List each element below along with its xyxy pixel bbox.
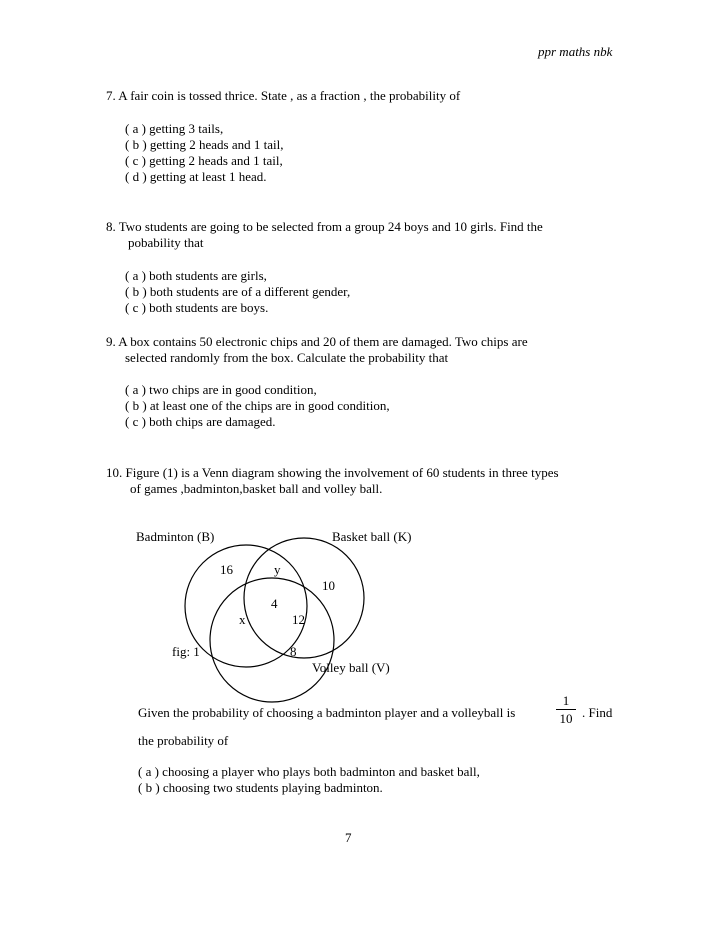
figure-label: fig: 1 [172,644,200,659]
page-number: 7 [345,830,352,845]
q10-probability-of: the probability of [138,733,229,748]
q7-part-c: ( c ) getting 2 heads and 1 tail, [125,153,283,168]
q9-part-c: ( c ) both chips are damaged. [125,414,276,429]
q9-stem-line1: 9. A box contains 50 electronic chips and 20 of them are damaged. Two chips are [106,334,528,349]
q7-part-b: ( b ) getting 2 heads and 1 tail, [125,137,284,152]
venn-value-bkv: 4 [271,596,278,611]
venn-value-v-only: 8 [290,644,297,659]
q10-given-text: Given the probability of choosing a badminton player and a volleyball is [138,705,516,720]
q10-find-text: . Find [582,705,613,720]
venn-label-badminton: Badminton (B) [136,529,215,544]
fraction-denominator: 10 [559,711,573,726]
q8-part-a: ( a ) both students are girls, [125,268,267,283]
venn-value-b-only: 16 [220,562,233,577]
fraction-bar [556,709,576,710]
fraction-numerator: 1 [562,693,570,708]
q9-part-a: ( a ) two chips are in good condition, [125,382,317,397]
q8-part-b: ( b ) both students are of a different gender, [125,284,351,299]
q8-part-c: ( c ) both students are boys. [125,300,269,315]
q10-stem-line1: 10. Figure (1) is a Venn diagram showing the involvement of 60 students in three types [106,465,559,480]
basketball-circle [244,538,364,658]
venn-value-bv: x [239,612,246,627]
q10-stem-line2: of games ,badminton,basket ball and volley ball. [130,481,383,496]
venn-label-volleyball: Volley ball (V) [312,660,390,675]
q8-stem-line2: pobability that [128,235,204,250]
q7-part-d: ( d ) getting at least 1 head. [125,169,267,184]
fraction-one-tenth [556,693,576,726]
venn-value-k-only: 10 [322,578,335,593]
q10-part-a: ( a ) choosing a player who plays both badminton and basket ball, [138,764,480,779]
q9-stem-line2: selected randomly from the box. Calculate the probability that [125,350,449,365]
page-header: ppr maths nbk [538,44,613,59]
venn-label-basketball: Basket ball (K) [332,529,412,544]
venn-value-kv: 12 [292,612,305,627]
q10-part-b: ( b ) choosing two students playing badminton. [138,780,383,795]
venn-value-bk: y [274,562,281,577]
q7-stem: 7. A fair coin is tossed thrice. State , as a fraction , the probability of [106,88,461,103]
q9-part-b: ( b ) at least one of the chips are in good condition, [125,398,390,413]
badminton-circle [185,545,307,667]
q8-stem-line1: 8. Two students are going to be selected from a group 24 boys and 10 girls. Find the [106,219,543,234]
q7-part-a: ( a ) getting 3 tails, [125,121,224,136]
